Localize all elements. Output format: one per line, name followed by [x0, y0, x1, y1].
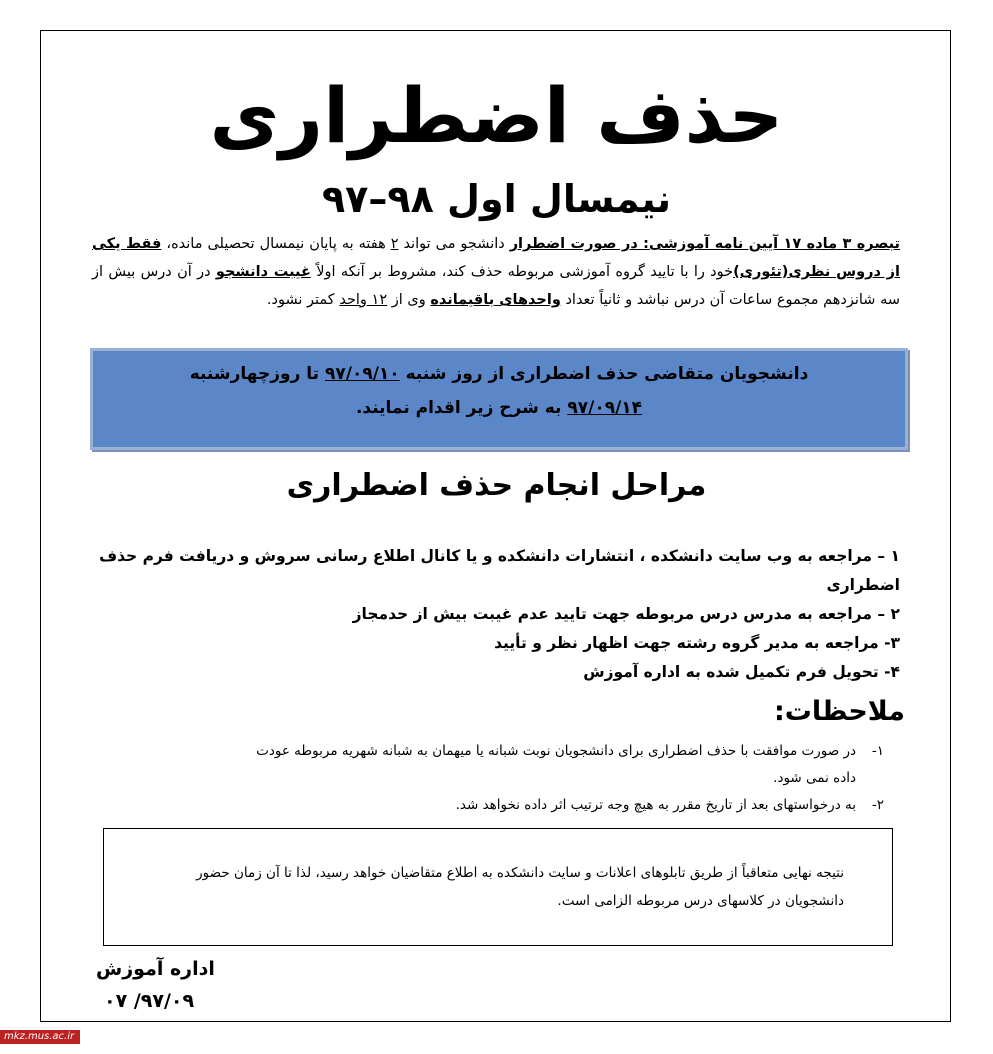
weeks-count: ۲ — [390, 236, 399, 252]
min-units: ۱۲ واحد — [339, 292, 388, 308]
end-date: ۹۷/۰۹/۱۴ — [567, 398, 643, 418]
page-title: حذف اضطراری — [209, 71, 784, 160]
note-text: به درخواستهای بعد از تاریخ مقرر به هیچ وجه ترتیب اثر داده نخواهد شد. — [455, 797, 856, 813]
notes-heading: ملاحظات: — [773, 696, 905, 727]
note-item — [108, 738, 884, 765]
absence-phrase: غیبت دانشجو — [215, 264, 311, 280]
intro-text-3: خود را با تایید گروه آموزشی مربوطه حذف کند، مشروط بر آنکه اولاً — [310, 264, 734, 280]
step-item: ۱ – مراجعه به وب سایت دانشکده ، انتشارات دانشکده و یا کانال اطلاع رسانی سروش و دریافت فرم حذف اضطراری — [99, 547, 900, 594]
step-item: ۳- مراجعه به مدیر گروه رشته جهت اظهار نظر و تأیید — [494, 634, 900, 652]
site-watermark: mkz.mus.ac.ir — [0, 1030, 80, 1044]
theory-phrase: (تئوری) — [733, 264, 789, 280]
signature-date: ۹۷/۰۹/ ۰۷ — [104, 990, 195, 1012]
regulation-ref: تبصره ۳ ماده ۱۷ آیین نامه آموزشی: — [643, 236, 900, 252]
one-course-phrase: فقط یکی از دروس نظری — [92, 236, 900, 280]
notice-text-1: دانشجویان متقاضی حذف اضطراری از روز شنبه — [399, 364, 809, 384]
step-item: ۲ – مراجعه به مدرس درس مربوطه جهت تایید عدم غیبت بیش از حدمجاز — [352, 605, 900, 623]
notice-text-2: تا روزچهارشنبه — [189, 364, 325, 384]
regulation-paragraph — [92, 230, 900, 314]
intro-text-6: کمتر نشود. — [266, 292, 340, 308]
notice-line-1 — [93, 357, 905, 391]
intro-text-1: دانشجو می تواند — [398, 236, 510, 252]
start-date: ۹۷/۰۹/۱۰ — [324, 364, 400, 384]
intro-text-5: وی از — [387, 292, 431, 308]
note-text: در صورت موافقت با حذف اضطراری برای دانشجویان نوبت شبانه یا میهمان به شبانه شهریه مربوطه عودت — [256, 743, 856, 759]
note-number: ۲- — [871, 797, 884, 813]
semester-subtitle: نیمسال اول ۹۸–۹۷ — [321, 177, 672, 221]
notice-line-2 — [93, 391, 905, 425]
notes-list — [108, 738, 884, 819]
note-number: ۱- — [871, 743, 884, 759]
deadline-notice — [90, 348, 908, 450]
intro-text-4: در آن درس بیش از سه شانزدهم مجموع ساعات آن درس نباشد و ثانیاً تعداد — [92, 264, 900, 308]
remaining-units-phrase: واحدهای باقیمانده — [430, 292, 561, 308]
steps-list — [88, 542, 900, 687]
emergency-phrase: در صورت اضطرار — [509, 236, 644, 252]
notice-text-3: به شرح زیر اقدام نمایند. — [355, 398, 568, 418]
step-item: ۴- تحویل فرم تکمیل شده به اداره آموزش — [583, 663, 900, 681]
note-item — [108, 792, 884, 819]
steps-heading: مراحل انجام حذف اضطراری — [286, 468, 707, 503]
signature-office: اداره آموزش — [96, 958, 215, 980]
note-item-continuation: داده نمی شود. — [773, 770, 856, 786]
intro-text-2: هفته به پایان نیمسال تحصیلی مانده، — [161, 236, 391, 252]
result-box: نتیجه نهایی متعاقباً از طریق تابلوهای اعلانات و سایت دانشکده به اطلاع متقاضیان خواهد رسید، لذا تا آن زمان حضور دانشجویان در کلاسهای درس مربوطه الزامی است. — [103, 828, 893, 946]
